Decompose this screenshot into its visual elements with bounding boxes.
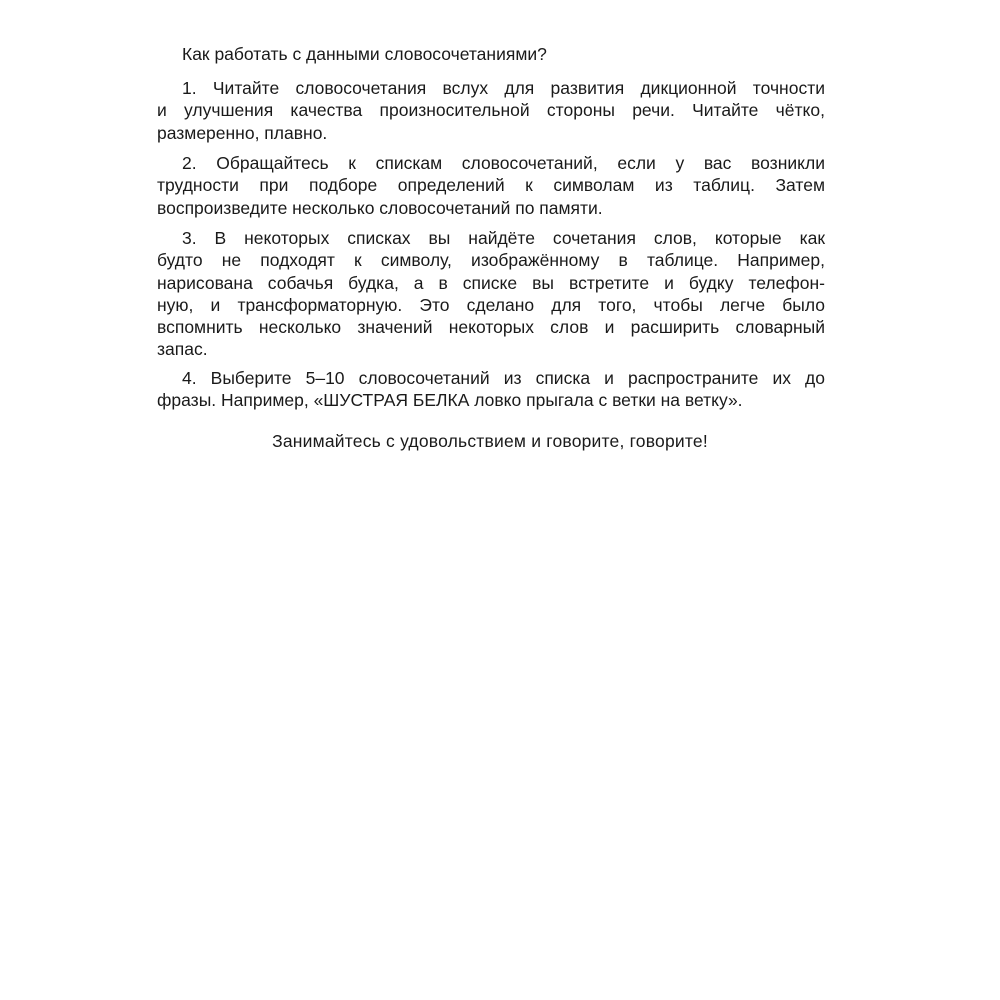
paragraph-line: 1. Читайте словосочетания вслух для развития дикционной точности [182, 78, 825, 98]
paragraph-line: 4. Выберите 5–10 словосочетаний из списка и распространите их до [182, 368, 825, 388]
paragraph-line: ную, и трансформаторную. Это сделано для того, чтобы легче было [157, 294, 825, 315]
paragraph-line: фразы. Например, «ШУСТРАЯ БЕЛКА ловко прыгала с ветки на ветку». [157, 390, 743, 411]
paragraph-line: трудности при подборе определений к символам из таблиц. Затем [157, 175, 825, 196]
paragraph-line: 2. Обращайтесь к спискам словосочетаний, если у вас возникли [182, 153, 825, 173]
paragraph-line: воспроизведите несколько словосочетаний по памяти. [157, 197, 603, 218]
paragraph-2 [157, 152, 825, 219]
paragraph-line: запас. [157, 339, 208, 360]
paragraph-line: нарисована собачья будка, а в списке вы встретите и будку телефон- [157, 272, 825, 293]
paragraph-4 [157, 367, 825, 412]
paragraph-line: 3. В некоторых списках вы найдёте сочетания слов, которые как [182, 228, 825, 248]
paragraph-line: и улучшения качества произносительной стороны речи. Читайте чётко, [157, 100, 825, 121]
section-heading: Как работать с данными словосочетаниями? [182, 44, 547, 64]
paragraph-line: размеренно, плавно. [157, 122, 328, 143]
paragraph-3 [157, 227, 825, 361]
paragraph-line: вспомнить несколько значений некоторых слов и расширить словарный [157, 317, 825, 338]
paragraph-line: будто не подходят к символу, изображённому в таблице. Например, [157, 250, 825, 271]
closing-line: Занимайтесь с удовольствием и говорите, говорите! [272, 431, 708, 451]
paragraph-1 [157, 77, 825, 144]
